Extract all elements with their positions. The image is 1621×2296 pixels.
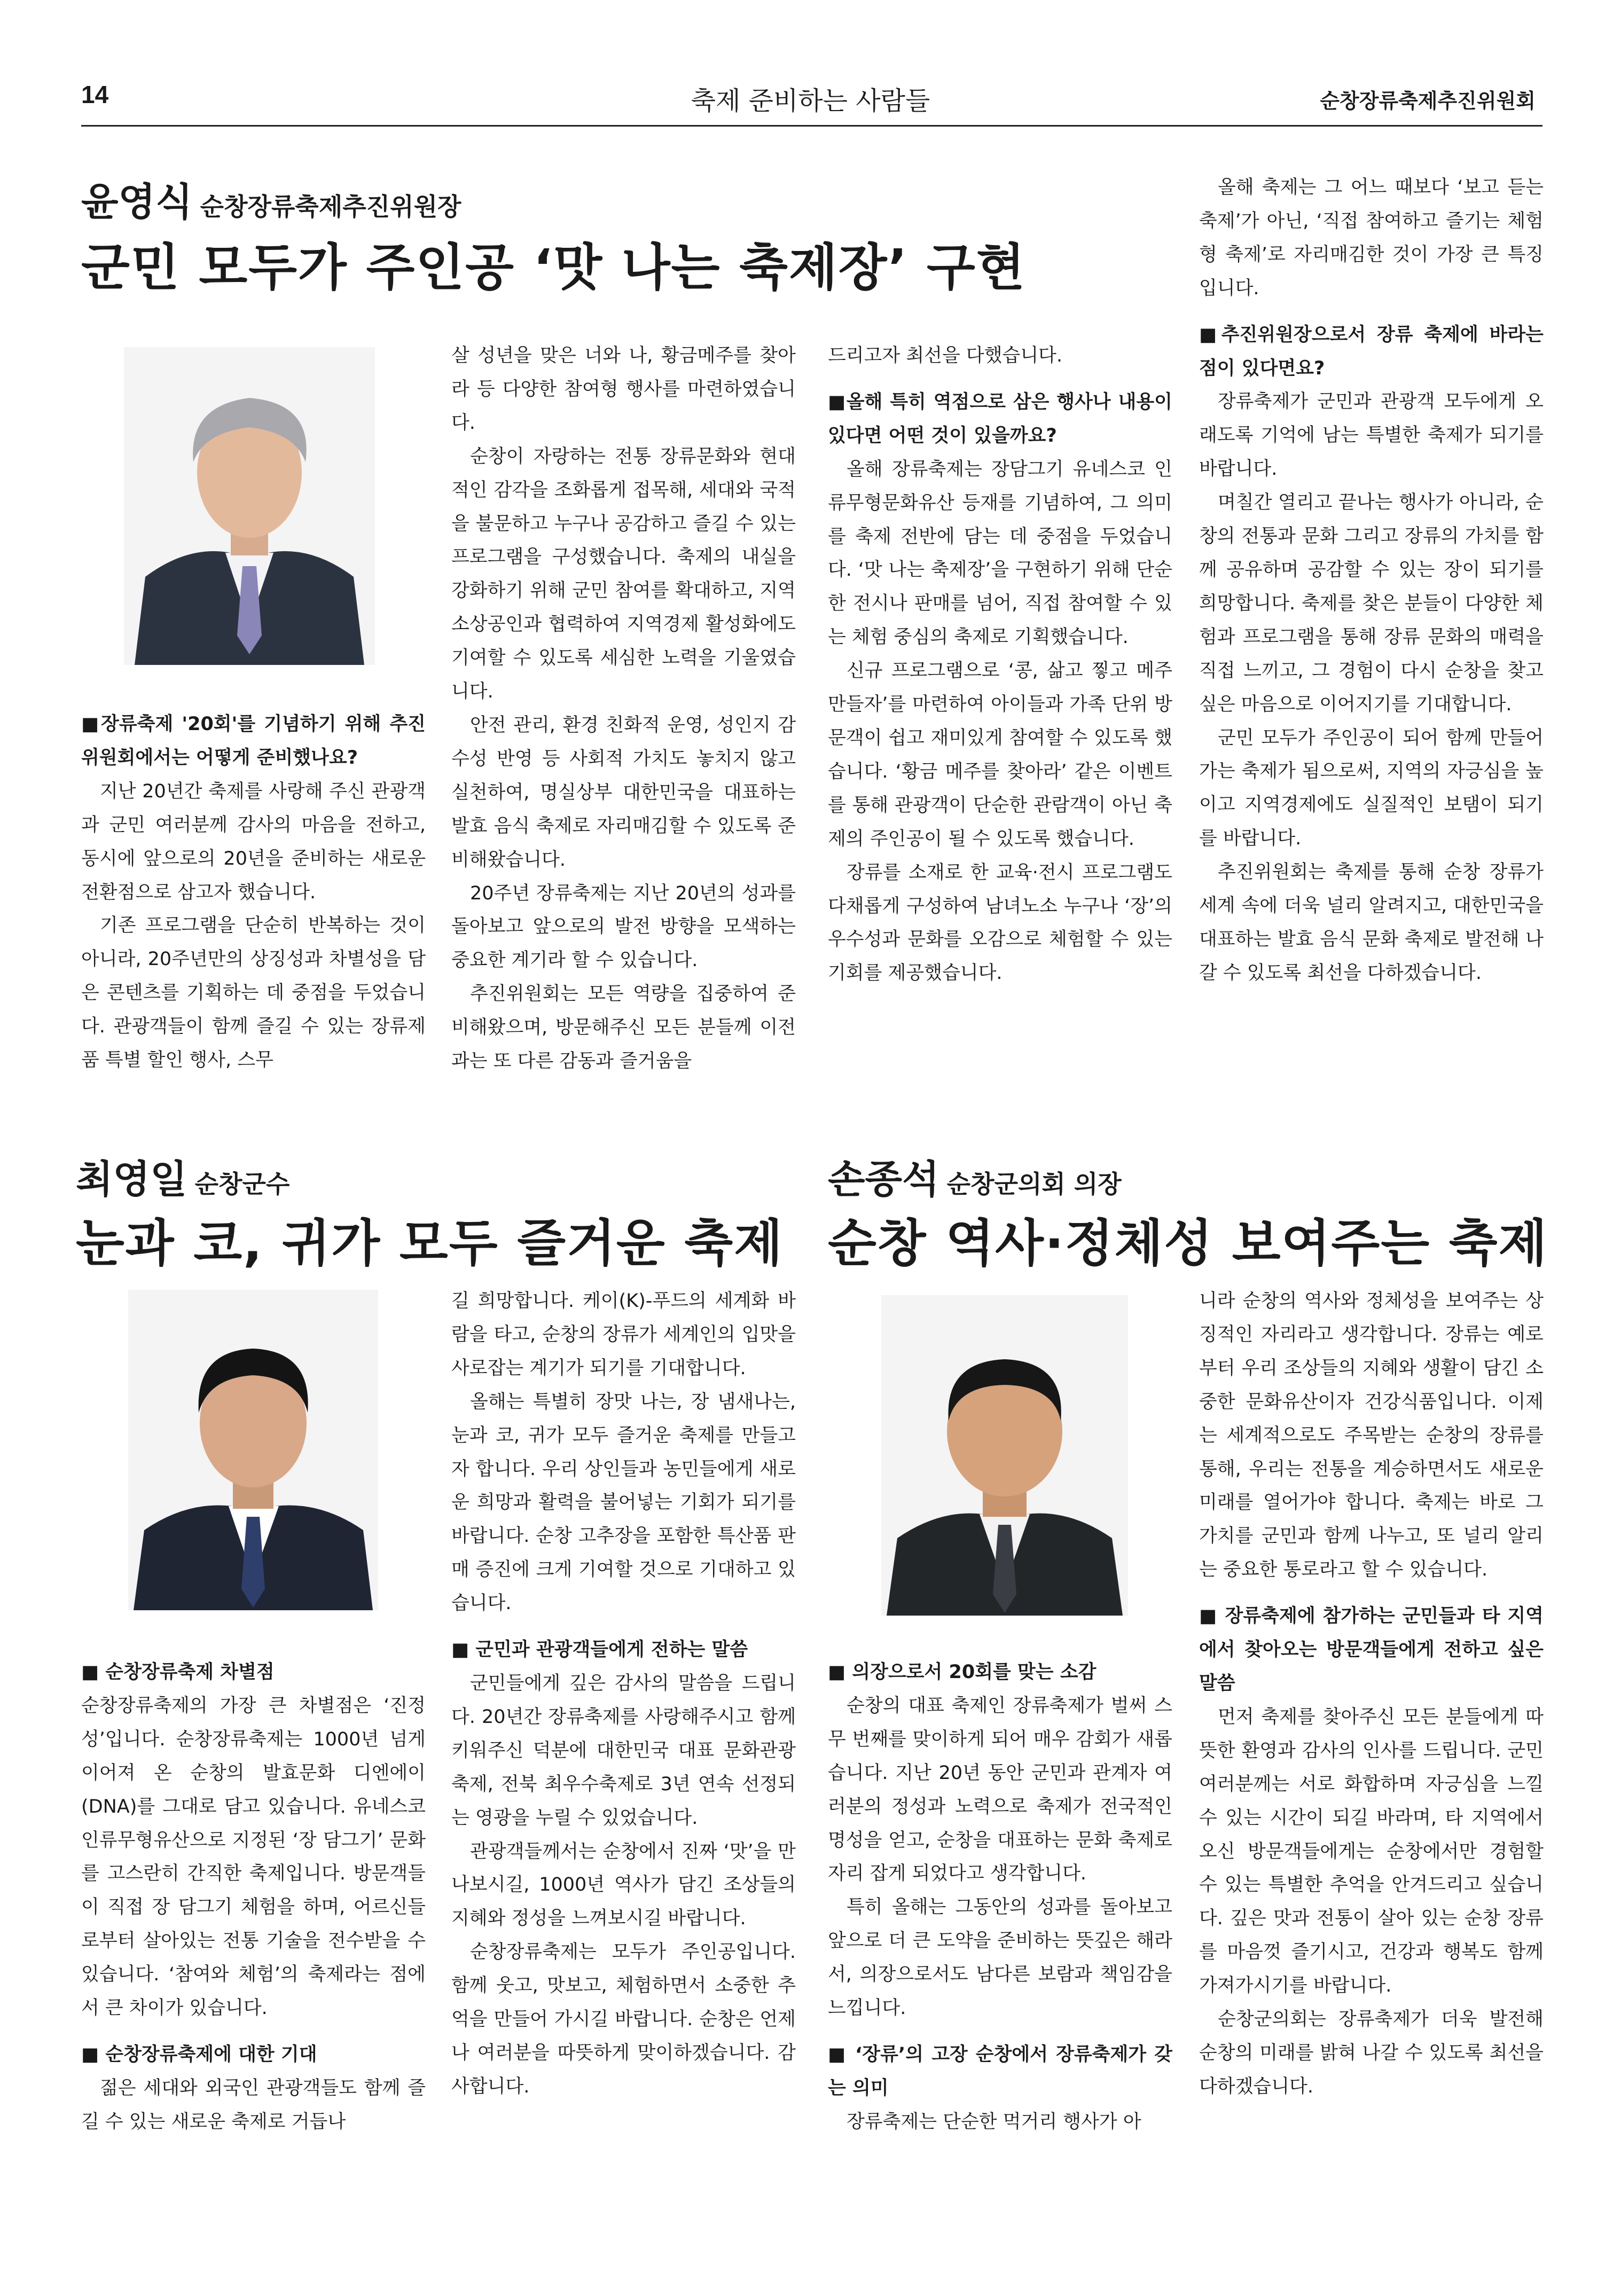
article1-byline: [81, 171, 461, 226]
article3-name: 손종석: [828, 1157, 939, 1202]
portrait-choi-young-il: [128, 1290, 378, 1610]
article3-column-2: [1199, 1284, 1544, 2104]
question-heading: ■ 순창장류축제에 대한 기대: [81, 2043, 317, 2065]
article3-column-1: [828, 1656, 1172, 2139]
paragraph: 안전 관리, 환경 친화적 운영, 성인지 감수성 반영 등 사회적 가치도 놓치지 않고 실천하여, 명실상부 대한민국을 대표하는 발효 음식 축제로 자리매김할 수 있도록 준비해왔습니다.: [451, 714, 796, 871]
paragraph-continued: 니라 순창의 역사와 정체성을 보여주는 상징적인 자리라고 생각합니다. 장류는 예로부터 우리 조상들의 지혜와 생활이 담긴 소중한 문화유산이자 건강식품입니다. 이제는 세계적으로도 주목받는 순창의 장류를 통해, 우리는 전통을 계승하면서도 새로운 미래를 열어가야 합니다. 축제는 바로 그 가치를 군민과 함께 나누고, 또 널리 알리는 중요한 통로라고 할 수 있습니다.: [1199, 1290, 1544, 1581]
paragraph-continued: 순창장류축제의 가장 큰 차별점은 ‘진정성’입니다. 순창장류축제는 1000년 넘게 이어져 온 순창의 발효문화 디엔에이(DNA)를 그대로 담고 있습니다. 유네스코 인류무형유산으로 지정된 ‘장 담그기’ 문화를 고스란히 간직한 축제입니다. 방문객들이 직접 장 담그기 체험을 하며, 어르신들로부터 살아있는 전통 기술을 전수받을 수 있습니다. ‘참여와 체험’의 축제라는 점에서 큰 차이가 있습니다.: [81, 1695, 426, 2019]
article3-headline: 순창 역사·정체성 보여주는 축제: [828, 1214, 1548, 1273]
article2-name: 최영일: [76, 1157, 187, 1202]
paragraph: 올해는 특별히 장맛 나는, 장 냄새나는, 눈과 코, 귀가 모두 즐거운 축제를 만들고자 합니다. 우리 상인들과 농민들에게 새로운 희망과 활력을 불어넣는 기회가 되기를 바랍니다. 순창 고추장을 포함한 특산품 판매 증진에 크게 기여할 것으로 기대하고 있습니다.: [451, 1391, 796, 1615]
paragraph: 젊은 세대와 외국인 관광객들도 함께 즐길 수 있는 새로운 축제로 거듭나: [81, 2077, 426, 2133]
paragraph: 장류축제가 군민과 관광객 모두에게 오래도록 기억에 남는 특별한 축제가 되기를 바랍니다.: [1199, 391, 1544, 480]
page-number: 14: [81, 81, 109, 108]
article1-column-3: [828, 339, 1172, 990]
article2-column-2: [451, 1284, 796, 2104]
paragraph: 군민 모두가 주인공이 되어 함께 만들어가는 축제가 됨으로써, 지역의 자긍심을 높이고 지역경제에도 실질적인 보탬이 되기를 바랍니다.: [1199, 727, 1544, 850]
article2-title: 순창군수: [194, 1170, 290, 1198]
article1-headline: 군민 모두가 주인공 ‘맛 나는 축제장’ 구현: [81, 239, 1026, 297]
article3-title: 순창군의회 의장: [946, 1170, 1122, 1198]
paragraph: 올해 축제는 그 어느 때보다 ‘보고 듣는 축제’가 아닌, ‘직접 참여하고 즐기는 체험형 축제’로 자리매김한 것이 가장 큰 특징입니다.: [1199, 177, 1544, 299]
question-heading: ■ 의장으로서 20회를 맞는 소감: [828, 1662, 1097, 1683]
question-heading: ■ 군민과 관광객들에게 전하는 말씀: [451, 1639, 748, 1661]
paragraph: 지난 20년간 축제를 사랑해 주신 관광객과 군민 여러분께 감사의 마음을 전하고, 동시에 앞으로의 20년을 준비하는 새로운 전환점으로 삼고자 했습니다.: [81, 780, 426, 903]
article1-name: 윤영식: [81, 179, 193, 224]
question-heading: ■추진위원장으로서 장류 축제에 바라는 점이 있다면요?: [1199, 324, 1544, 379]
paragraph-continued: 드리고자 최선을 다했습니다.: [828, 345, 1063, 366]
paragraph: 장류를 소재로 한 교육·전시 프로그램도 다채롭게 구성하여 남녀노소 누구나 ‘장’의 우수성과 문화를 오감으로 체험할 수 있는 기회를 제공했습니다.: [828, 861, 1172, 984]
question-heading: ■ 순창장류축제 차별점: [81, 1662, 275, 1683]
header-rule: [81, 125, 1542, 127]
paragraph: 순창의 대표 축제인 장류축제가 벌써 스무 번째를 맞이하게 되어 매우 감회가 새롭습니다. 지난 20년 동안 군민과 관계자 여러분의 정성과 노력으로 축제가 전국적인 명성을 얻고, 순창을 대표하는 문화 축제로 자리 잡게 되었다고 생각합니다.: [828, 1695, 1172, 1885]
article2-byline: [76, 1148, 289, 1204]
article1-column-1: [81, 708, 426, 1077]
paragraph: 며칠간 열리고 끝나는 행사가 아니라, 순창의 전통과 문화 그리고 장류의 가치를 함께 공유하며 공감할 수 있는 장이 되기를 희망합니다. 축제를 찾은 분들이 다양한 체험과 프로그램을 통해 장류 문화의 매력을 직접 느끼고, 그 경험이 다시 순창을 찾고 싶은 마음으로 이어지기를 기대합니다.: [1199, 492, 1544, 715]
paragraph: 특히 올해는 그동안의 성과를 돌아보고 앞으로 더 큰 도약을 준비하는 뜻깊은 해라서, 의장으로서도 남다른 보람과 책임감을 느낍니다.: [828, 1897, 1172, 2019]
paragraph: 군민들에게 깊은 감사의 말씀을 드립니다. 20년간 장류축제를 사랑해주시고 함께 키워주신 덕분에 대한민국 대표 문화관광축제, 전북 최우수축제로 3년 연속 선정되는 영광을 누릴 수 있었습니다.: [451, 1672, 796, 1829]
paragraph: 순창군의회는 장류축제가 더욱 발전해 순창의 미래를 밝혀 나갈 수 있도록 최선을 다하겠습니다.: [1199, 2009, 1544, 2097]
article1-title: 순창장류축제추진위원장: [200, 192, 461, 221]
paragraph-continued: 길 희망합니다. 케이(K)-푸드의 세계화 바람을 타고, 순창의 장류가 세계인의 입맛을 사로잡는 계기가 되기를 기대합니다.: [451, 1290, 796, 1379]
portrait-son-jong-seok: [881, 1295, 1128, 1616]
article2-headline: 눈과 코, 귀가 모두 즐거운 축제: [76, 1214, 784, 1273]
question-heading: ■장류축제 '20회'를 기념하기 위해 추진위원회에서는 어떻게 준비했나요?: [81, 714, 426, 769]
paragraph: 순창장류축제는 모두가 주인공입니다. 함께 웃고, 맛보고, 체험하면서 소중한 추억을 만들어 가시길 바랍니다. 순창은 언제나 여러분을 따뜻하게 맞이하겠습니다. 감사합니다.: [451, 1941, 796, 2097]
paragraph: 기존 프로그램을 단순히 반복하는 것이 아니라, 20주년만의 상징성과 차별성을 담은 콘텐츠를 기획하는 데 중점을 두었습니다. 관광객들이 함께 즐길 수 있는 장류제품 특별 할인 행사, 스무: [81, 915, 426, 1071]
article1-column-4: [1199, 171, 1544, 990]
paragraph: 신규 프로그램으로 ‘콩, 삶고 찧고 메주 만들자’를 마련하여 아이들과 가족 단위 방문객이 쉽고 재미있게 참여할 수 있도록 했습니다. ‘황금 메주를 찾아라’ 같은 이벤트를 통해 관광객이 단순한 관람객이 아닌 축제의 주인공이 될 수 있도록 했습니다.: [828, 660, 1172, 850]
paragraph: 장류축제는 단순한 먹거리 행사가 아: [847, 2111, 1141, 2133]
question-heading: ■ 장류축제에 참가하는 군민들과 타 지역에서 찾아오는 방문객들에게 전하고 싶은 말씀: [1199, 1605, 1544, 1694]
paragraph: 추진위원회는 모든 역량을 집중하여 준비해왔으며, 방문해주신 모든 분들께 이전과는 또 다른 감동과 즐거움을: [451, 983, 796, 1072]
organization-name: 순창장류축제추진위원회: [1320, 89, 1536, 113]
article2-column-1: [81, 1656, 426, 2139]
article1-column-2: [451, 339, 796, 1078]
portrait-yun-young-sik: [124, 347, 375, 665]
paragraph: 관광객들께서는 순창에서 진짜 ‘맛’을 만나보시길, 1000년 역사가 담긴 조상들의 지혜와 정성을 느껴보시길 바랍니다.: [451, 1840, 796, 1930]
question-heading: ■ ‘장류’의 고장 순창에서 장류축제가 갖는 의미: [828, 2043, 1172, 2099]
paragraph: 20주년 장류축제는 지난 20년의 성과를 돌아보고 앞으로의 발전 방향을 모색하는 중요한 계기라 할 수 있습니다.: [451, 882, 796, 971]
paragraph: 올해 장류축제는 장담그기 유네스코 인류무형문화유산 등재를 기념하여, 그 의미를 축제 전반에 담는 데 중점을 두었습니다. ‘맛 나는 축제장’을 구현하기 위해 단순한 전시나 판매를 넘어, 직접 참여할 수 있는 체험 중심의 축제로 기획했습니다.: [828, 458, 1172, 648]
paragraph: 추진위원회는 축제를 통해 순창 장류가 세계 속에 더욱 널리 알려지고, 대한민국을 대표하는 발효 음식 문화 축제로 발전해 나갈 수 있도록 최선을 다하겠습니다.: [1199, 861, 1544, 984]
paragraph: 먼저 축제를 찾아주신 모든 분들에게 따뜻한 환영과 감사의 인사를 드립니다. 군민 여러분께는 서로 화합하며 자긍심을 느낄 수 있는 시간이 되길 바라며, 타 지역에서 오신 방문객들에게는 순창에서만 경험할 수 있는 특별한 추억을 안겨드리고 싶습니다. 깊은 맛과 전통이 살아 있는 순창 장류를 마음껏 즐기시고, 건강과 행복도 함께 가져가시기를 바랍니다.: [1199, 1706, 1544, 1997]
section-title: 축제 준비하는 사람들: [691, 86, 930, 116]
paragraph: 순창이 자랑하는 전통 장류문화와 현대적인 감각을 조화롭게 접목해, 세대와 국적을 불문하고 누구나 공감하고 즐길 수 있는 프로그램을 구성했습니다. 축제의 내실을 강화하기 위해 군민 참여를 확대하고, 지역 소상공인과 협력하여 지역경제 활성화에도 기여할 수 있도록 세심한 노력을 기울였습니다.: [451, 445, 796, 703]
article3-byline: [828, 1148, 1122, 1204]
question-heading: ■올해 특히 역점으로 삼은 행사나 내용이 있다면 어떤 것이 있을까요?: [828, 391, 1172, 446]
paragraph-continued: 살 성년을 맞은 너와 나, 황금메주를 찾아라 등 다양한 참여형 행사를 마련하였습니다.: [451, 345, 796, 434]
